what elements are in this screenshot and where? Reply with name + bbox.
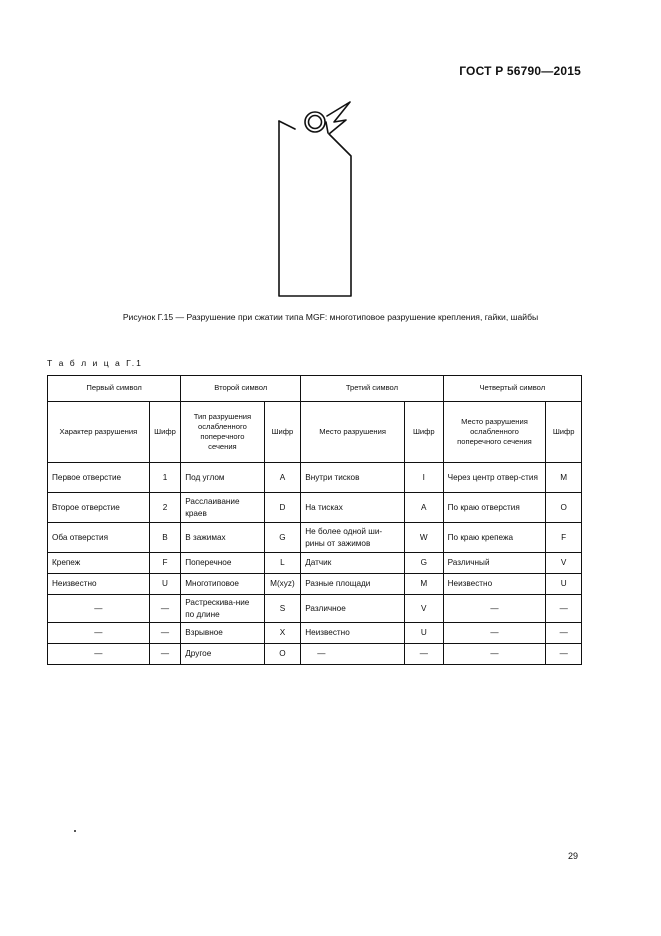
column-header: Шифр [149, 402, 181, 463]
table-cell: A [404, 493, 443, 523]
table-cell: Разные площади [301, 574, 405, 595]
table-cell: Датчик [301, 553, 405, 574]
table-cell: D [264, 493, 301, 523]
table-cell: L [264, 553, 301, 574]
table-cell: — [443, 644, 546, 665]
table-cell: В зажимах [181, 523, 264, 553]
group-header-1: Первый символ [48, 376, 181, 402]
group-header-3: Третий символ [301, 376, 443, 402]
table-row [48, 644, 582, 665]
table-row [48, 523, 582, 553]
table-cell: На тисках [301, 493, 405, 523]
table-row [48, 493, 582, 523]
table-cell: Неизвестно [301, 623, 405, 644]
table-cell: S [264, 595, 301, 623]
column-header: Шифр [264, 402, 301, 463]
table-cell: По краю отверстия [443, 493, 546, 523]
failure-code-table [47, 375, 582, 665]
table-cell: — [404, 644, 443, 665]
table-cell: Второе отверстие [48, 493, 150, 523]
table-cell: — [149, 595, 181, 623]
table-cell: — [48, 644, 150, 665]
column-header: Шифр [546, 402, 582, 463]
column-header: Тип разрушения ослабленного поперечного сечения [181, 402, 264, 463]
table-cell: M(xyz) [264, 574, 301, 595]
table-cell: Не более одной ши-рины от зажимов [301, 523, 405, 553]
table-row [48, 574, 582, 595]
table-row [48, 553, 582, 574]
failure-specimen-drawing [270, 96, 362, 301]
standard-designation: ГОСТ Р 56790—2015 [459, 64, 581, 78]
table-cell: Под углом [181, 463, 264, 493]
column-header: Характер разрушения [48, 402, 150, 463]
table-cell: Растрескива-ние по длине [181, 595, 264, 623]
table-cell: Многотиповое [181, 574, 264, 595]
table-cell: 2 [149, 493, 181, 523]
table-cell: — [443, 595, 546, 623]
table-cell: M [404, 574, 443, 595]
table-cell: U [546, 574, 582, 595]
table-row [48, 623, 582, 644]
table-cell: F [149, 553, 181, 574]
table-cell: X [264, 623, 301, 644]
table-cell: M [546, 463, 582, 493]
table-cell: — [443, 623, 546, 644]
table-cell: — [546, 644, 582, 665]
table-cell: Внутри тисков [301, 463, 405, 493]
table-cell: Различное [301, 595, 405, 623]
table-cell: G [404, 553, 443, 574]
table-cell: — [149, 644, 181, 665]
table-cell: I [404, 463, 443, 493]
table-cell: Крепеж [48, 553, 150, 574]
table-cell: Оба отверстия [48, 523, 150, 553]
table-cell: W [404, 523, 443, 553]
table-cell: Через центр отвер-стия [443, 463, 546, 493]
figure-caption: Рисунок Г.15 — Разрушение при сжатии типа MGF: многотиповое разрушение крепления, гайки, шайбы [122, 312, 539, 322]
table-cell: V [404, 595, 443, 623]
table-cell: — [301, 644, 405, 665]
table-cell: Неизвестно [443, 574, 546, 595]
table-cell: Различный [443, 553, 546, 574]
group-header-4: Четвертый символ [443, 376, 581, 402]
scan-speck [74, 830, 76, 832]
table-cell: B [149, 523, 181, 553]
table-cell: — [546, 595, 582, 623]
table-cell: 1 [149, 463, 181, 493]
column-header: Место разрушения [301, 402, 405, 463]
table-cell: U [149, 574, 181, 595]
table-cell: G [264, 523, 301, 553]
table-cell: O [264, 644, 301, 665]
table-cell: A [264, 463, 301, 493]
table-cell: Расслаивание краев [181, 493, 264, 523]
sub-header-row [48, 402, 582, 463]
table-cell: — [48, 595, 150, 623]
table-cell: O [546, 493, 582, 523]
group-header-2: Второй символ [181, 376, 301, 402]
table-cell: F [546, 523, 582, 553]
table-cell: Первое отверстие [48, 463, 150, 493]
table-cell: Другое [181, 644, 264, 665]
table-cell: — [48, 623, 150, 644]
table-label: Т а б л и ц а Г.1 [47, 358, 143, 368]
table-cell: U [404, 623, 443, 644]
table-row [48, 595, 582, 623]
table-cell: Взрывное [181, 623, 264, 644]
page-number: 29 [567, 851, 578, 861]
column-header: Шифр [404, 402, 443, 463]
column-header: Место разрушения ослабленного поперечного сечения [443, 402, 546, 463]
table-cell: — [546, 623, 582, 644]
table-cell: V [546, 553, 582, 574]
table-cell: По краю крепежа [443, 523, 546, 553]
group-header-row [48, 376, 582, 402]
table-cell: — [149, 623, 181, 644]
table-cell: Неизвестно [48, 574, 150, 595]
table-row [48, 463, 582, 493]
table-cell: Поперечное [181, 553, 264, 574]
